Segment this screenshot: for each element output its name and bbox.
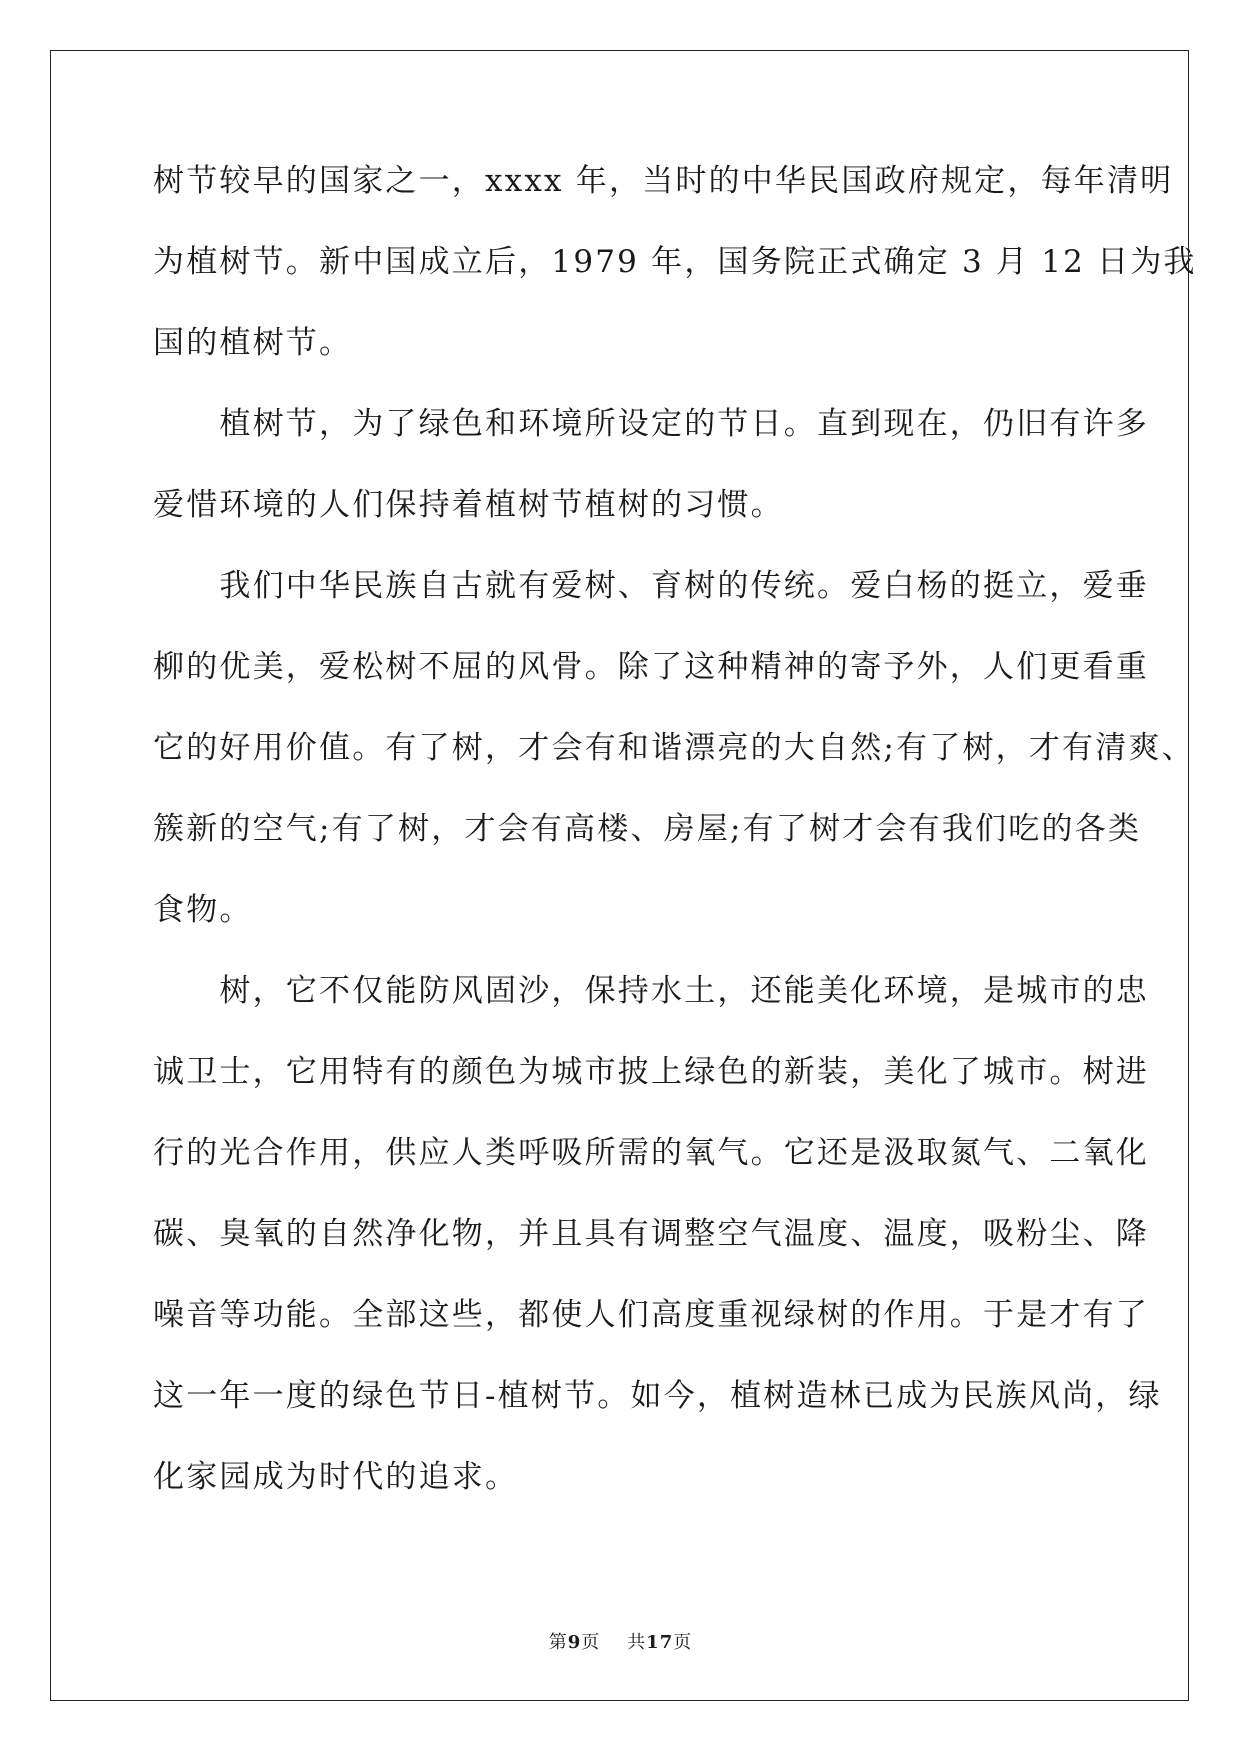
total-pages: 17 [646, 1632, 674, 1653]
text-line-2: 为植树节。新中国成立后，1979 年，国务院正式确定 3 月 12 日为我 [153, 244, 1197, 280]
text-line-13: 行的光合作用，供应人类呼吸所需的氧气。它还是汲取氮气、二氧化 [153, 1135, 1149, 1171]
text-line-16: 这一年一度的绿色节日-植树节。如今，植树造林已成为民族风尚，绿 [153, 1378, 1162, 1414]
total-prefix: 共 [627, 1632, 647, 1653]
text-line-10: 食物。 [153, 892, 253, 928]
page-prefix: 第 [548, 1632, 568, 1653]
text-line-15: 噪音等功能。全部这些，都使人们高度重视绿树的作用。于是才有了 [153, 1297, 1149, 1333]
text-line-5: 爱惜环境的人们保持着植树节植树的习惯。 [153, 487, 784, 523]
text-line-12: 诚卫士，它用特有的颜色为城市披上绿色的新装，美化了城市。树进 [153, 1054, 1149, 1090]
text-line-17: 化家园成为时代的追求。 [153, 1459, 519, 1495]
text-line-14: 碳、臭氧的自然净化物，并且具有调整空气温度、温度，吸粉尘、降 [153, 1216, 1149, 1252]
text-line-1: 树节较早的国家之一，xxxx 年，当时的中华民国政府规定，每年清明 [153, 163, 1174, 199]
text-line-11: 树，它不仅能防风固沙，保持水土，还能美化环境，是城市的忠 [153, 973, 1149, 1009]
document-body [153, 162, 1197, 1539]
page-footer [0, 1632, 1241, 1654]
text-line-4: 植树节，为了绿色和环境所设定的节日。直到现在，仍旧有许多 [153, 406, 1149, 442]
text-line-8: 它的好用价值。有了树，才会有和谐漂亮的大自然;有了树，才有清爽、 [153, 730, 1195, 766]
text-line-6: 我们中华民族自古就有爱树、育树的传统。爱白杨的挺立，爱垂 [153, 568, 1149, 604]
total-suffix: 页 [673, 1632, 693, 1653]
page-number: 9 [567, 1632, 582, 1653]
text-line-9: 簇新的空气;有了树，才会有高楼、房屋;有了树才会有我们吃的各类 [153, 811, 1142, 847]
page-suffix: 页 [581, 1632, 601, 1653]
text-line-3: 国的植树节。 [153, 325, 353, 361]
text-line-7: 柳的优美，爱松树不屈的风骨。除了这种精神的寄予外，人们更看重 [153, 649, 1149, 685]
